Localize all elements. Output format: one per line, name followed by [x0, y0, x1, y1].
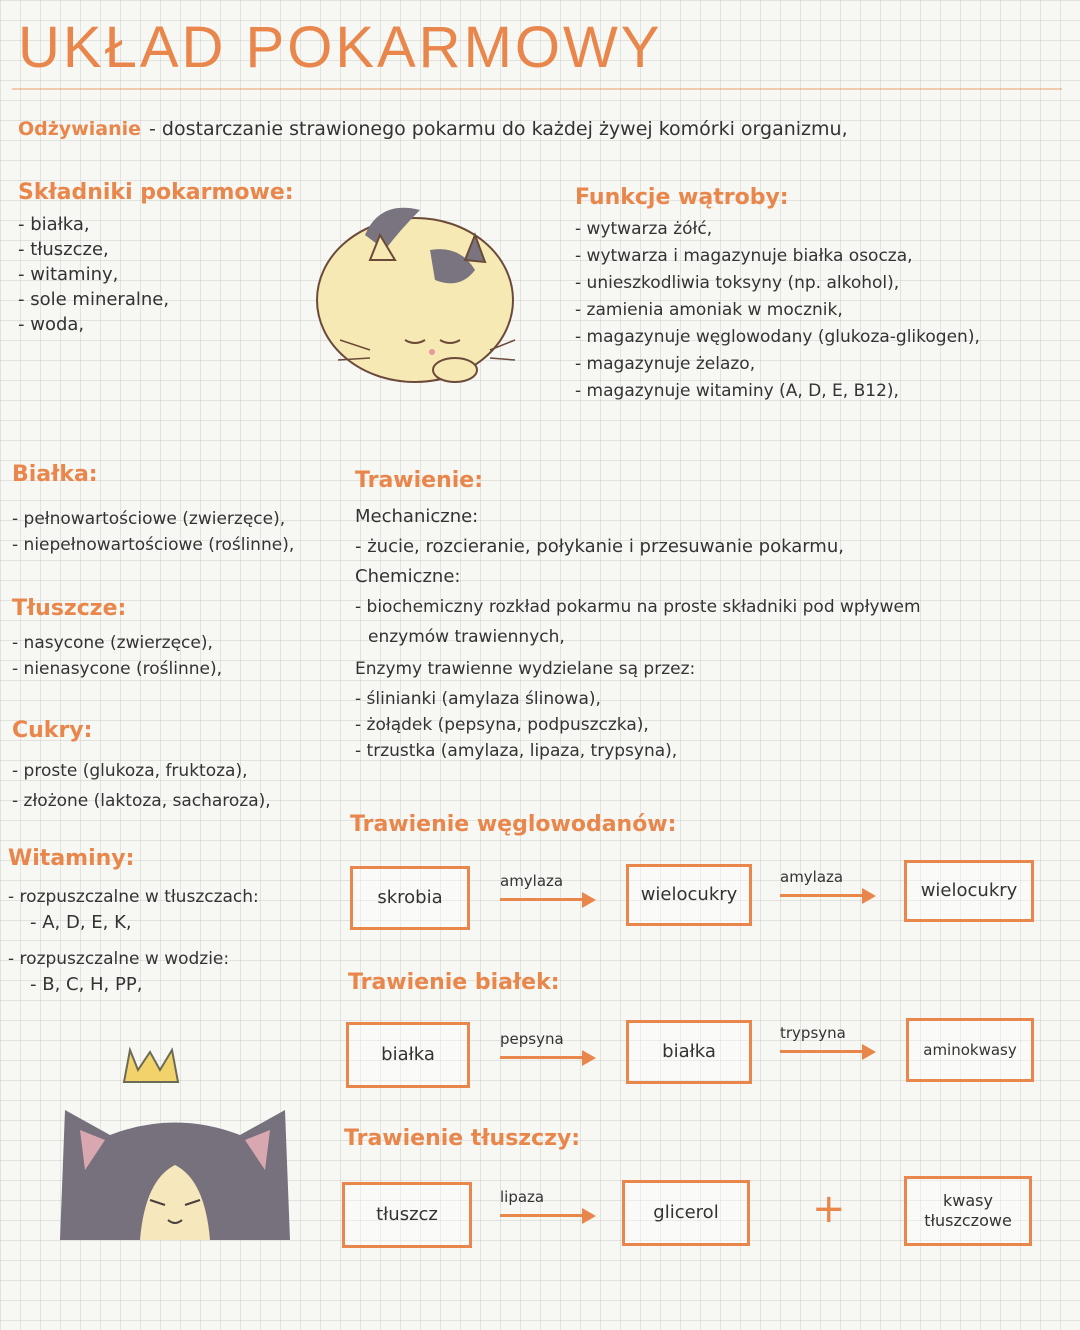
carbs-arrow-1: [500, 872, 596, 912]
liver-list: [575, 216, 980, 405]
sugars-heading: Cukry:: [12, 718, 93, 743]
list-item: - nasycone (zwierzęce),: [12, 630, 222, 656]
list-item: - proste (glukoza, fruktoza),: [12, 756, 271, 786]
nutrients-list: [18, 212, 169, 337]
carbs-box-polysaccharides: wielocukry: [626, 864, 752, 926]
chemical-text-1: - biochemiczny rozkład pokarmu na proste składniki pod wpływem: [355, 597, 921, 617]
list-item: - białka,: [18, 212, 169, 237]
sugars-list: [12, 756, 271, 816]
definition-text: - dostarczanie strawionego pokarmu do każdej żywej komórki organizmu,: [149, 118, 848, 140]
list-item: - sole mineralne,: [18, 287, 169, 312]
list-item: - magazynuje witaminy (A, D, E, B12),: [575, 378, 980, 405]
arrow-label: trypsyna: [780, 1024, 846, 1042]
page-title: UKŁAD POKARMOWY: [18, 15, 663, 80]
vitamins-heading: Witaminy:: [8, 846, 135, 871]
chemical-label: Chemiczne:: [355, 566, 461, 587]
list-item: - woda,: [18, 312, 169, 337]
fat-arrow-1: [500, 1188, 596, 1228]
protein-box-2: białka: [626, 1020, 752, 1084]
list-item: - żołądek (pepsyna, podpuszczka),: [355, 715, 649, 735]
mechanical-text: - żucie, rozcieranie, połykanie i przesuwanie pokarmu,: [355, 536, 844, 557]
definition: [18, 118, 848, 140]
vitamins-water-soluble: - rozpuszczalne w wodzie:: [8, 949, 230, 969]
list-item: - tłuszcze,: [18, 237, 169, 262]
list-item: - magazynuje węglowodany (glukoza-glikogen),: [575, 324, 980, 351]
arrow-label: pepsyna: [500, 1030, 564, 1048]
list-item: - pełnowartościowe (zwierzęce),: [12, 506, 294, 532]
list-item: - nienasycone (roślinne),: [12, 656, 222, 682]
fat-box-glycerol: glicerol: [622, 1180, 750, 1246]
protein-arrow-1: [500, 1030, 596, 1070]
mechanical-label: Mechaniczne:: [355, 506, 479, 527]
carbs-box-polysaccharides-end: wielocukry: [904, 860, 1034, 922]
fat-flow-heading: Trawienie tłuszczy:: [344, 1126, 581, 1151]
carbs-arrow-2: [780, 868, 876, 908]
list-item: - wytwarza i magazynuje białka osocza,: [575, 243, 980, 270]
protein-box-1: białka: [346, 1022, 470, 1088]
arrow-label: amylaza: [780, 868, 844, 886]
crowned-cat-illustration: [50, 1040, 300, 1250]
definition-term: Odżywianie: [18, 118, 142, 140]
fats-heading: Tłuszcze:: [12, 596, 127, 621]
list-item: - wytwarza żółć,: [575, 216, 980, 243]
enzymes-label: Enzymy trawienne wydzielane są przez:: [355, 659, 696, 679]
digestion-heading: Trawienie:: [355, 468, 483, 493]
vitamins-fat-soluble: - rozpuszczalne w tłuszczach:: [8, 887, 259, 907]
plus-sign: +: [812, 1186, 846, 1232]
carbs-flow-heading: Trawienie węglowodanów:: [350, 812, 677, 837]
proteins-list: [12, 506, 294, 558]
sleeping-cat-illustration: [310, 190, 520, 390]
list-item: - witaminy,: [18, 262, 169, 287]
vitamins-fat-list: - A, D, E, K,: [30, 912, 132, 933]
list-item: - unieszkodliwia toksyny (np. alkohol),: [575, 270, 980, 297]
title-underline: [12, 88, 1062, 90]
list-item: - ślinianki (amylaza ślinowa),: [355, 689, 601, 709]
fats-list: [12, 630, 222, 682]
carbs-box-starch: skrobia: [350, 866, 470, 930]
arrow-label: lipaza: [500, 1188, 545, 1206]
vitamins-water-list: - B, C, H, PP,: [30, 974, 143, 995]
list-item: - trzustka (amylaza, lipaza, trypsyna),: [355, 741, 678, 761]
fat-box-fat: tłuszcz: [342, 1182, 472, 1248]
liver-heading: Funkcje wątroby:: [575, 185, 789, 210]
protein-flow-heading: Trawienie białek:: [348, 970, 560, 995]
protein-arrow-2: [780, 1024, 876, 1064]
nutrients-heading: Składniki pokarmowe:: [18, 180, 294, 205]
fat-box-fatty-acids: kwasy tłuszczowe: [904, 1176, 1032, 1246]
list-item: - niepełnowartościowe (roślinne),: [12, 532, 294, 558]
list-item: - magazynuje żelazo,: [575, 351, 980, 378]
list-item: - zamienia amoniak w mocznik,: [575, 297, 980, 324]
list-item: - złożone (laktoza, sacharoza),: [12, 786, 271, 816]
chemical-text-2: enzymów trawiennych,: [368, 627, 565, 647]
protein-box-amino-acids: aminokwasy: [906, 1018, 1034, 1082]
enzyme-sources: [355, 686, 677, 764]
arrow-label: amylaza: [500, 872, 564, 890]
proteins-heading: Białka:: [12, 462, 98, 487]
